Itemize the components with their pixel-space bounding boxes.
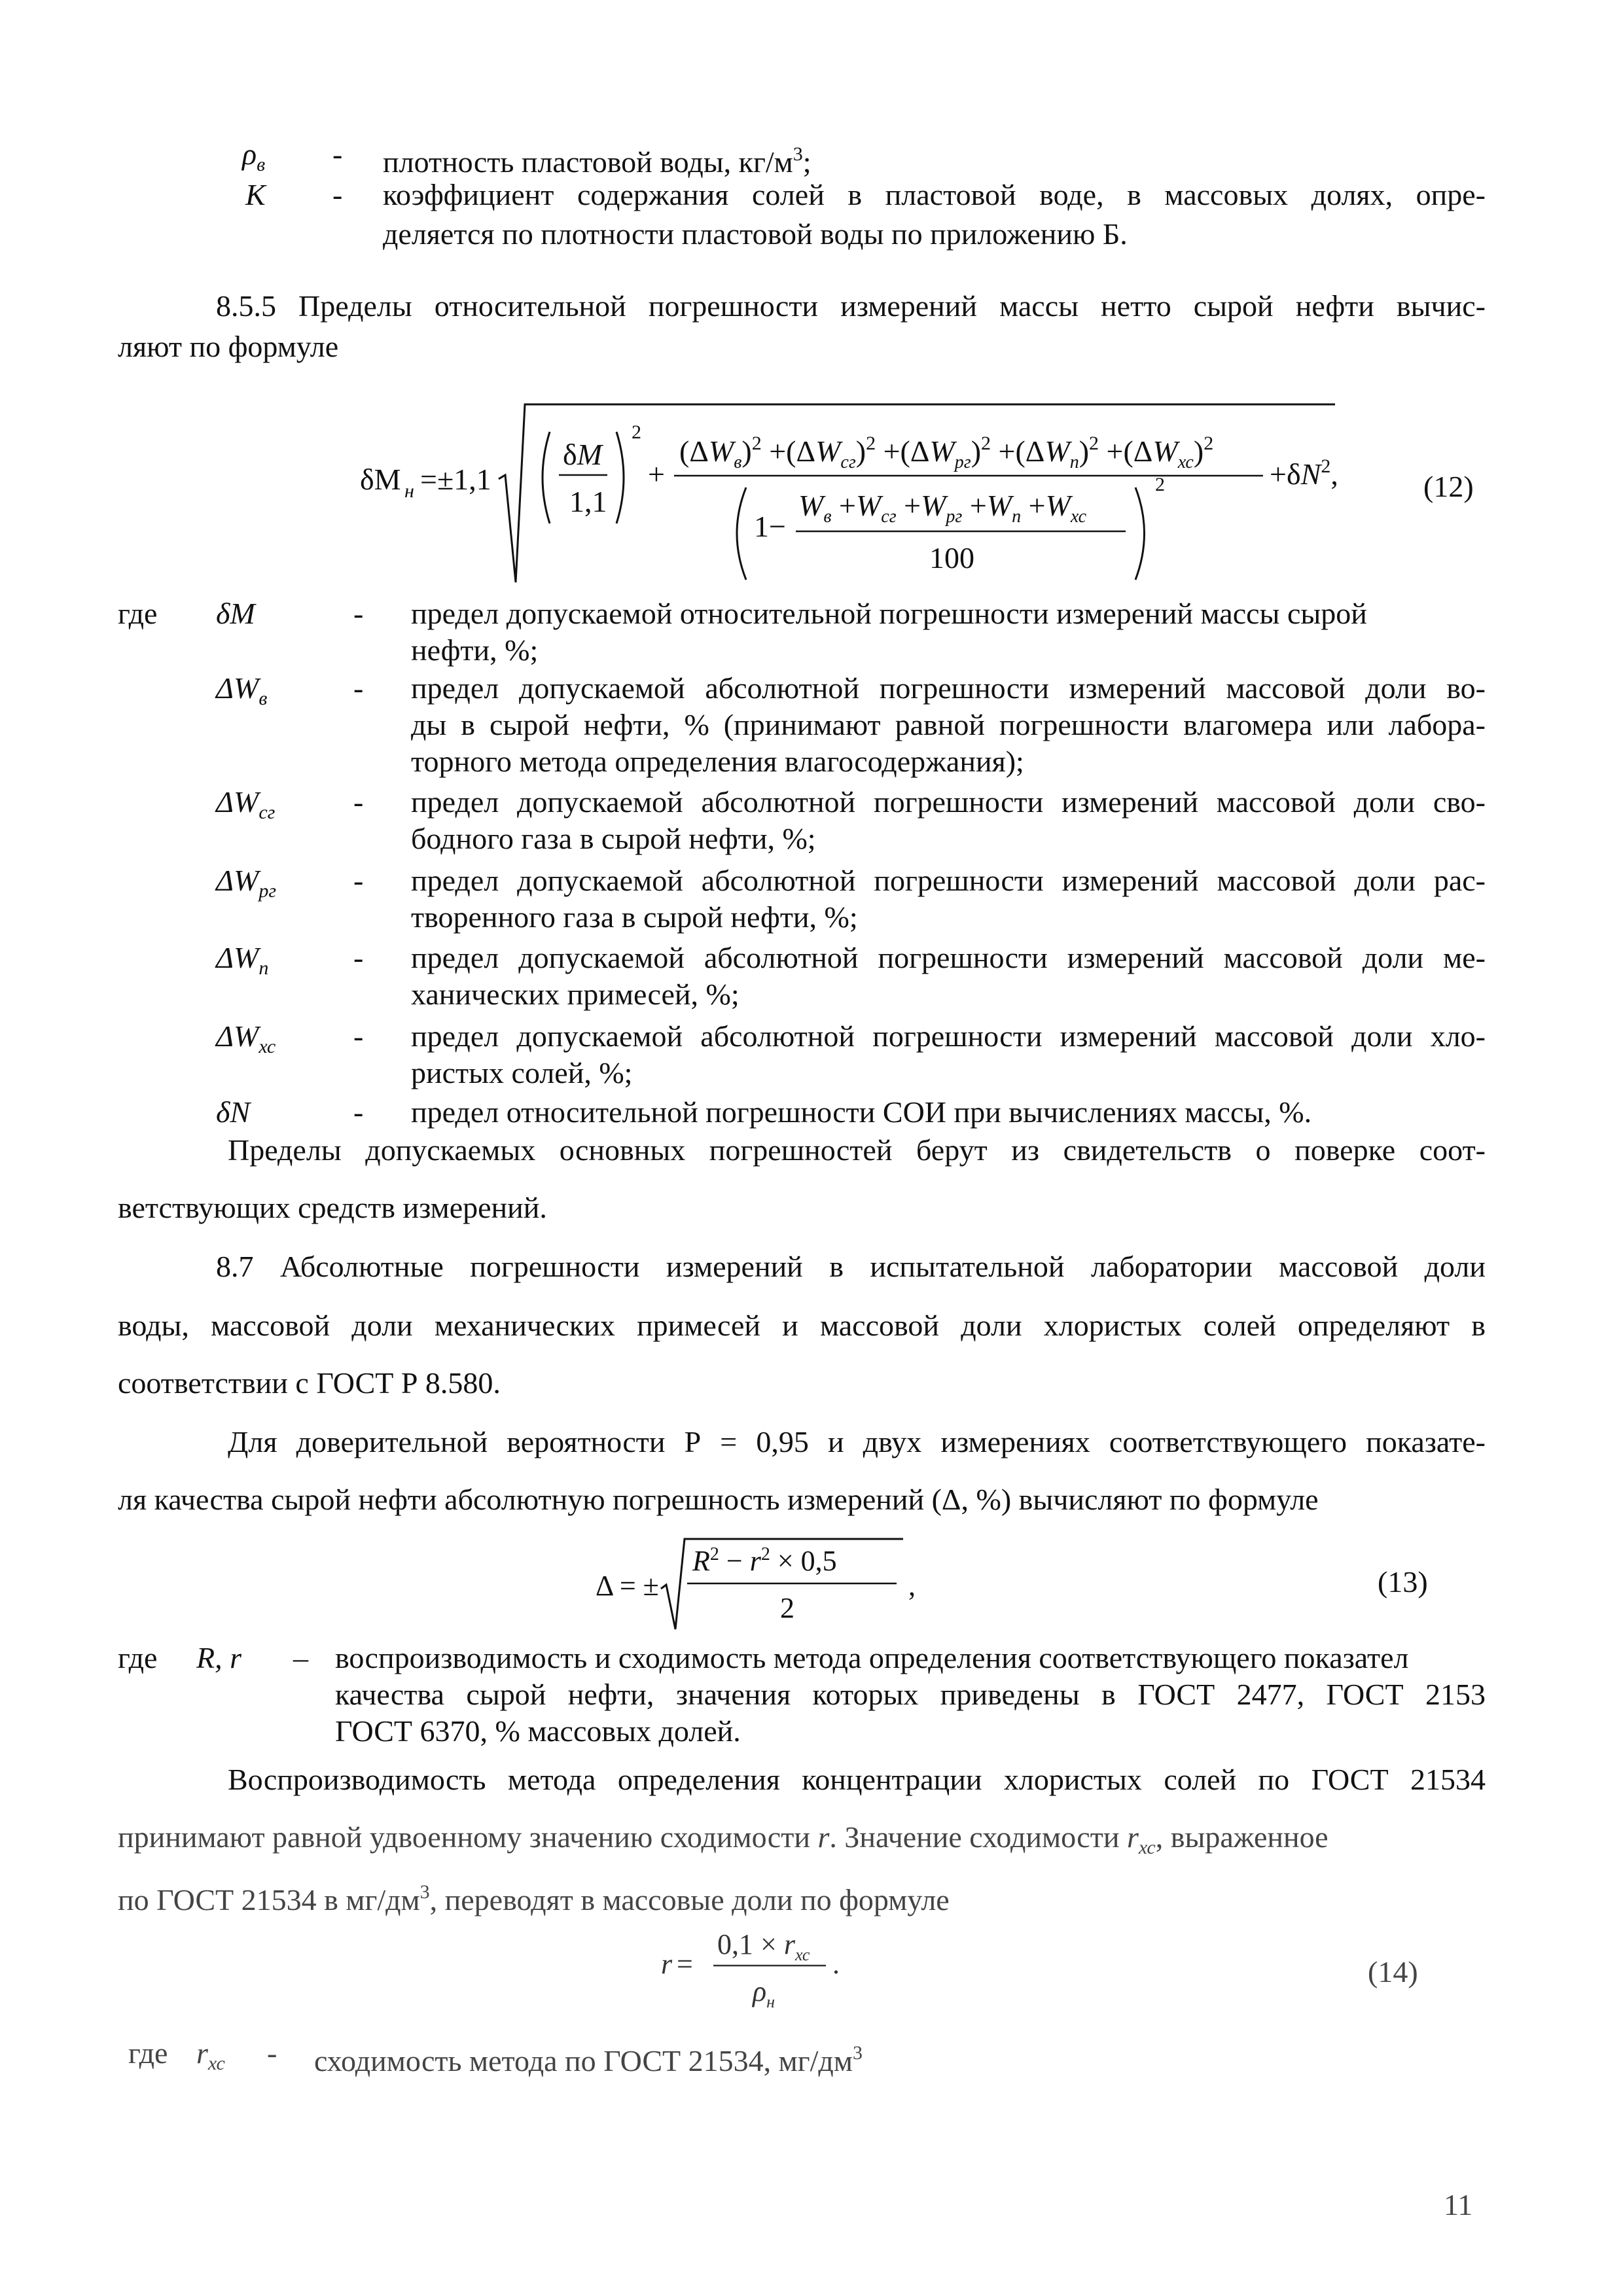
para-conf-line2: ля качества сырой нефти абсолютную погрешность измерений (Δ, %) вычисляют по формуле [118, 1483, 1319, 1516]
svg-text:1,1: 1,1 [569, 485, 607, 518]
def-dWv-line3: торного метода определения влагосодержания); [411, 745, 1024, 778]
def-dWsg-line1: предел допускаемой абсолютной погрешности измерений массовой доли сво- [411, 785, 1486, 819]
formula-14 [654, 1917, 864, 2015]
def-dash: – [293, 1641, 308, 1674]
formula-13-number: (13) [1378, 1565, 1428, 1598]
para-limits-line2: ветствующих средств измерений. [118, 1191, 547, 1224]
svg-text:2: 2 [632, 421, 641, 443]
def-symbol-dWsg: $\Delta W_{сг}$ [216, 785, 276, 823]
para-87-line3: соответствии с ГОСТ Р 8.580. [118, 1366, 501, 1400]
formula-12-number: (12) [1423, 470, 1474, 503]
para-repro-line2: принимают равной удвоенному значению сходимости r. Значение сходимости $r_{хс}$, выраженное [118, 1820, 1329, 1858]
svg-text:2: 2 [1155, 474, 1165, 495]
svg-text:1−: 1− [754, 510, 786, 543]
svg-text:Δ = ±: Δ = ± [596, 1570, 659, 1602]
def-k-text: коэффициент содержания солей в пластовой воде, в массовых долях, опре- [383, 178, 1486, 211]
def-dash: - [353, 785, 364, 819]
page-number: 11 [1444, 2188, 1473, 2221]
svg-text:R2 − r2 × 0,5: $R^2 - r^2 \times 0,5$ [692, 1544, 837, 1577]
def-dash: - [267, 2036, 277, 2070]
formula-13 [589, 1531, 929, 1636]
formula-12 [353, 386, 1400, 589]
para-87-line1: 8.7 Абсолютные погрешности измерений в испытательной лаборатории массовой доли [216, 1250, 1486, 1283]
def-dWhs-line2: ристых солей, %; [411, 1056, 633, 1089]
def-rho-symbol: $\rho_в$ [242, 137, 266, 175]
def-dWhs-line1: предел допускаемой абсолютной погрешности измерений массовой доли хло- [411, 1019, 1486, 1053]
def-symbol-dWhs: $\Delta W_{хс}$ [216, 1019, 276, 1057]
para-87-line2: воды, массовой доли механических примесей и массовой доли хлористых солей определяют в [118, 1309, 1486, 1342]
svg-text:+: + [648, 457, 665, 491]
def-symbol-rhs: $r_{хс}$ [196, 2036, 225, 2074]
where-label: где [118, 597, 158, 630]
svg-text:0,1 × rхс: $0,1 \times r_{хс}$ [717, 1928, 810, 1964]
def-Rr-line1: воспроизводимость и сходимость метода определения соответствующего показател [335, 1641, 1409, 1674]
def-dash: - [353, 864, 364, 897]
def-symbol-dM: δM [216, 597, 255, 630]
def-dWp-line2: ханических примесей, %; [411, 978, 740, 1011]
svg-text:.: . [832, 1948, 840, 1980]
def-k-text-cont: деляется по плотности пластовой воды по приложению Б. [383, 217, 1128, 251]
svg-text:(ΔWв)2 +(ΔWсг)2 +(ΔWрг)2 +(ΔWп: $(\Delta W_в)^2 +(\Delta W_{сг})^2 +(\Delta W_{рг})^2 +(\Delta W_п)^2 +(\Delta W_{хс})^2$ [679, 433, 1214, 472]
svg-text:Wв +Wсг +Wрг +Wп +Wхс: $W_в +W_{сг} +W_{рг} +W_п +W_{хс}$ [798, 489, 1087, 527]
def-dWp-line1: предел допускаемой абсолютной погрешности измерений массовой доли ме- [411, 941, 1486, 974]
para-855-line1: 8.5.5 Пределы относительной погрешности измерений массы нетто сырой нефти вычис- [216, 289, 1486, 323]
def-dash: - [332, 137, 343, 171]
def-dash: - [353, 941, 364, 974]
para-repro-line1: Воспроизводимость метода определения концентрации хлористых солей по ГОСТ 21534 [228, 1763, 1486, 1796]
def-rho-text: плотность пластовой воды, $кг/м^3$; [383, 143, 812, 179]
where-label: где [128, 2036, 168, 2070]
where-label: где [118, 1641, 158, 1674]
svg-text:r: r [661, 1948, 673, 1980]
def-symbol-Rr: R, r [196, 1641, 241, 1674]
svg-text:δM: δM [360, 463, 401, 496]
def-dash: - [332, 178, 343, 211]
svg-text:ρн: $\rho_н$ [753, 1975, 776, 2011]
svg-text:=: = [677, 1948, 693, 1980]
def-dWv-line1: предел допускаемой абсолютной погрешности измерений массовой доли во- [411, 671, 1486, 705]
def-dash: - [353, 671, 364, 705]
def-dWv-line2: ды в сырой нефти, % (принимают равной погрешности влагомера или лабора- [411, 708, 1486, 741]
svg-text:+δN2,: $+\delta N^2$, [1270, 455, 1338, 491]
def-dash: - [353, 597, 364, 630]
svg-text:н: н [404, 480, 414, 502]
def-symbol-dWp: $\Delta W_п$ [216, 941, 269, 979]
svg-text:=±1,1: =±1,1 [420, 463, 491, 496]
svg-text:,: , [908, 1570, 916, 1602]
def-Rr-line3: ГОСТ 6370, % массовых долей. [335, 1714, 741, 1748]
def-k-symbol: К [245, 178, 266, 211]
para-855-line2: ляют по формуле [118, 330, 339, 363]
para-limits-line1: Пределы допускаемых основных погрешностей берут из свидетельств о поверке соот- [228, 1133, 1486, 1167]
def-rhs-text: сходимость метода по ГОСТ 21534, $мг/дм^3$ [314, 2042, 863, 2077]
def-dWrg-line2: творенного газа в сырой нефти, %; [411, 900, 858, 934]
def-dM-line1: предел допускаемой относительной погрешности измерений массы сырой [411, 597, 1367, 630]
def-symbol-dWrg: $\Delta W_{рг}$ [216, 864, 277, 902]
def-dM-line2: нефти, %; [411, 633, 539, 667]
formula-14-number: (14) [1368, 1955, 1418, 1988]
svg-text:100: 100 [929, 541, 974, 574]
svg-text:2: 2 [780, 1592, 794, 1624]
def-dN-line1: предел относительной погрешности СОИ при вычислениях массы, %. [411, 1095, 1312, 1129]
def-symbol-dWv: $\Delta W_в$ [216, 671, 268, 709]
para-repro-line3: по ГОСТ 21534 в $мг/дм^3$, переводят в массовые доли по формуле [118, 1881, 950, 1916]
def-symbol-dN: δN [216, 1095, 251, 1129]
def-Rr-line2: качества сырой нефти, значения которых приведены в ГОСТ 2477, ГОСТ 2153 [335, 1678, 1486, 1711]
def-dWrg-line1: предел допускаемой абсолютной погрешности измерений массовой доли рас- [411, 864, 1486, 897]
def-dWsg-line2: бодного газа в сырой нефти, %; [411, 822, 816, 855]
def-dash: - [353, 1019, 364, 1053]
svg-text:δM: δM [563, 438, 603, 471]
def-dash: - [353, 1095, 364, 1129]
para-conf-line1: Для доверительной вероятности Р = 0,95 и двух измерениях соответствующего показате- [228, 1425, 1486, 1458]
